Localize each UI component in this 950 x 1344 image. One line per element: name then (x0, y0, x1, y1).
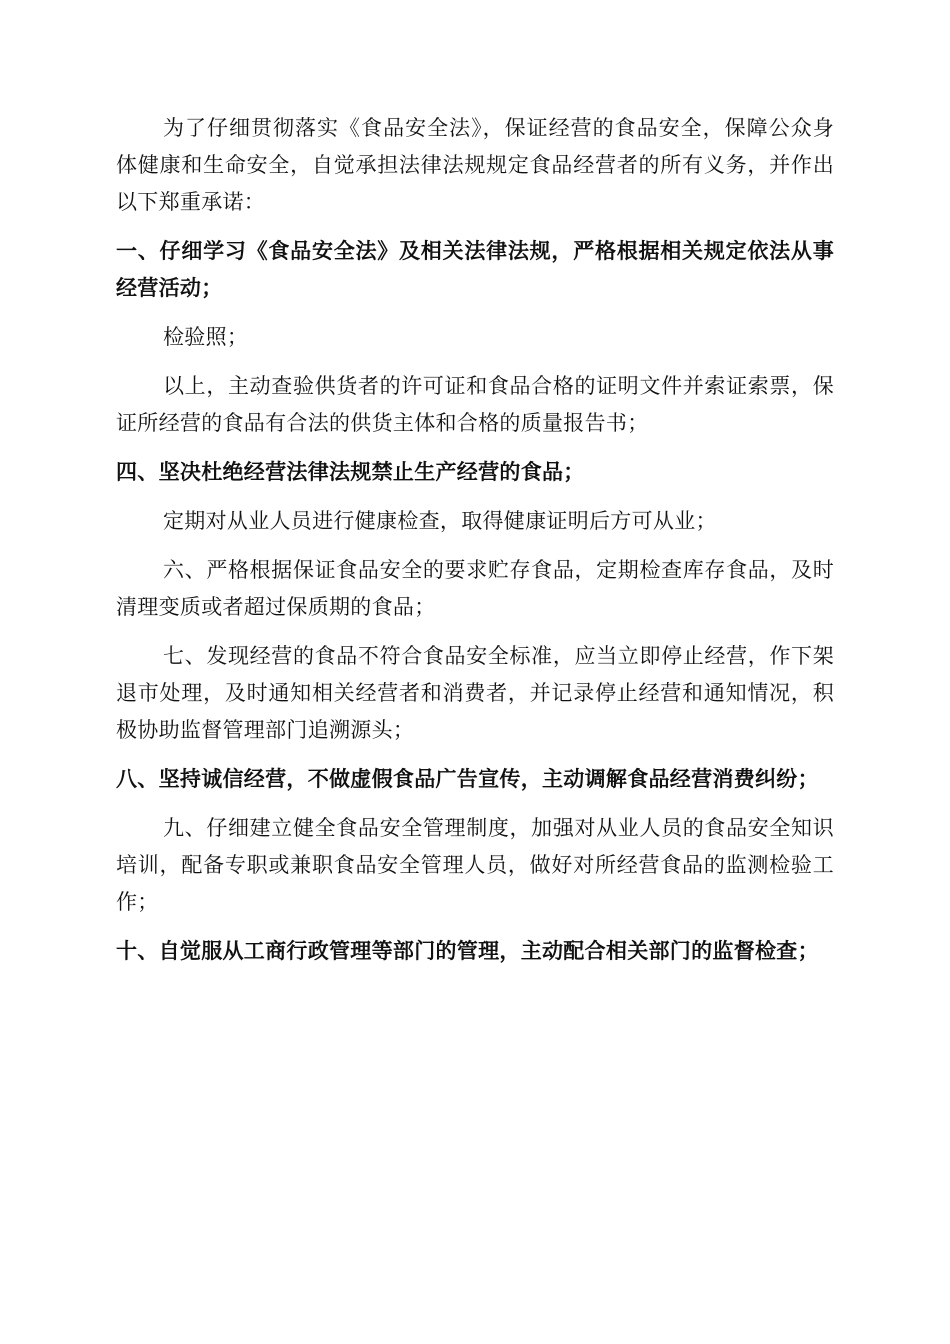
document-page (116, 110, 834, 982)
commitment-10: 十、自觉服从工商行政管理等部门的管理，主动配合相关部门的监督检查； (116, 939, 819, 963)
commitment-7: 七、发现经营的食品不符合食品安全标准，应当立即停止经营，作下架退市处理，及时通知相关经营者和消费者，并记录停止经营和通知情况，积极协助监督管理部门追溯源头； (116, 644, 834, 742)
commitment-4: 四、坚决杜绝经营法律法规禁止生产经营的食品； (116, 460, 585, 484)
commitment-3: 以上，主动查验供货者的许可证和食品合格的证明文件并索证索票，保证所经营的食品有合法的供货主体和合格的质量报告书； (116, 374, 834, 435)
commitment-1: 一、仔细学习《食品安全法》及相关法律法规，严格根据相关规定依法从事经营活动； (116, 239, 834, 300)
commitment-6: 六、严格根据保证食品安全的要求贮存食品，定期检查库存食品，及时清理变质或者超过保质期的食品； (116, 558, 834, 619)
commitment-9: 九、仔细建立健全食品安全管理制度，加强对从业人员的食品安全知识培训，配备专职或兼职食品安全管理人员，做好对所经营食品的监测检验工作； (116, 816, 834, 914)
commitment-2: 检验照； (163, 325, 249, 349)
commitment-5: 定期对从业人员进行健康检查，取得健康证明后方可从业； (163, 509, 717, 533)
commitment-8: 八、坚持诚信经营，不做虚假食品广告宣传，主动调解食品经营消费纠纷； (116, 767, 819, 791)
intro-paragraph: 为了仔细贯彻落实《食品安全法》，保证经营的食品安全，保障公众身体健康和生命安全，自觉承担法律法规规定食品经营者的所有义务，并作出以下郑重承诺： (116, 116, 834, 214)
